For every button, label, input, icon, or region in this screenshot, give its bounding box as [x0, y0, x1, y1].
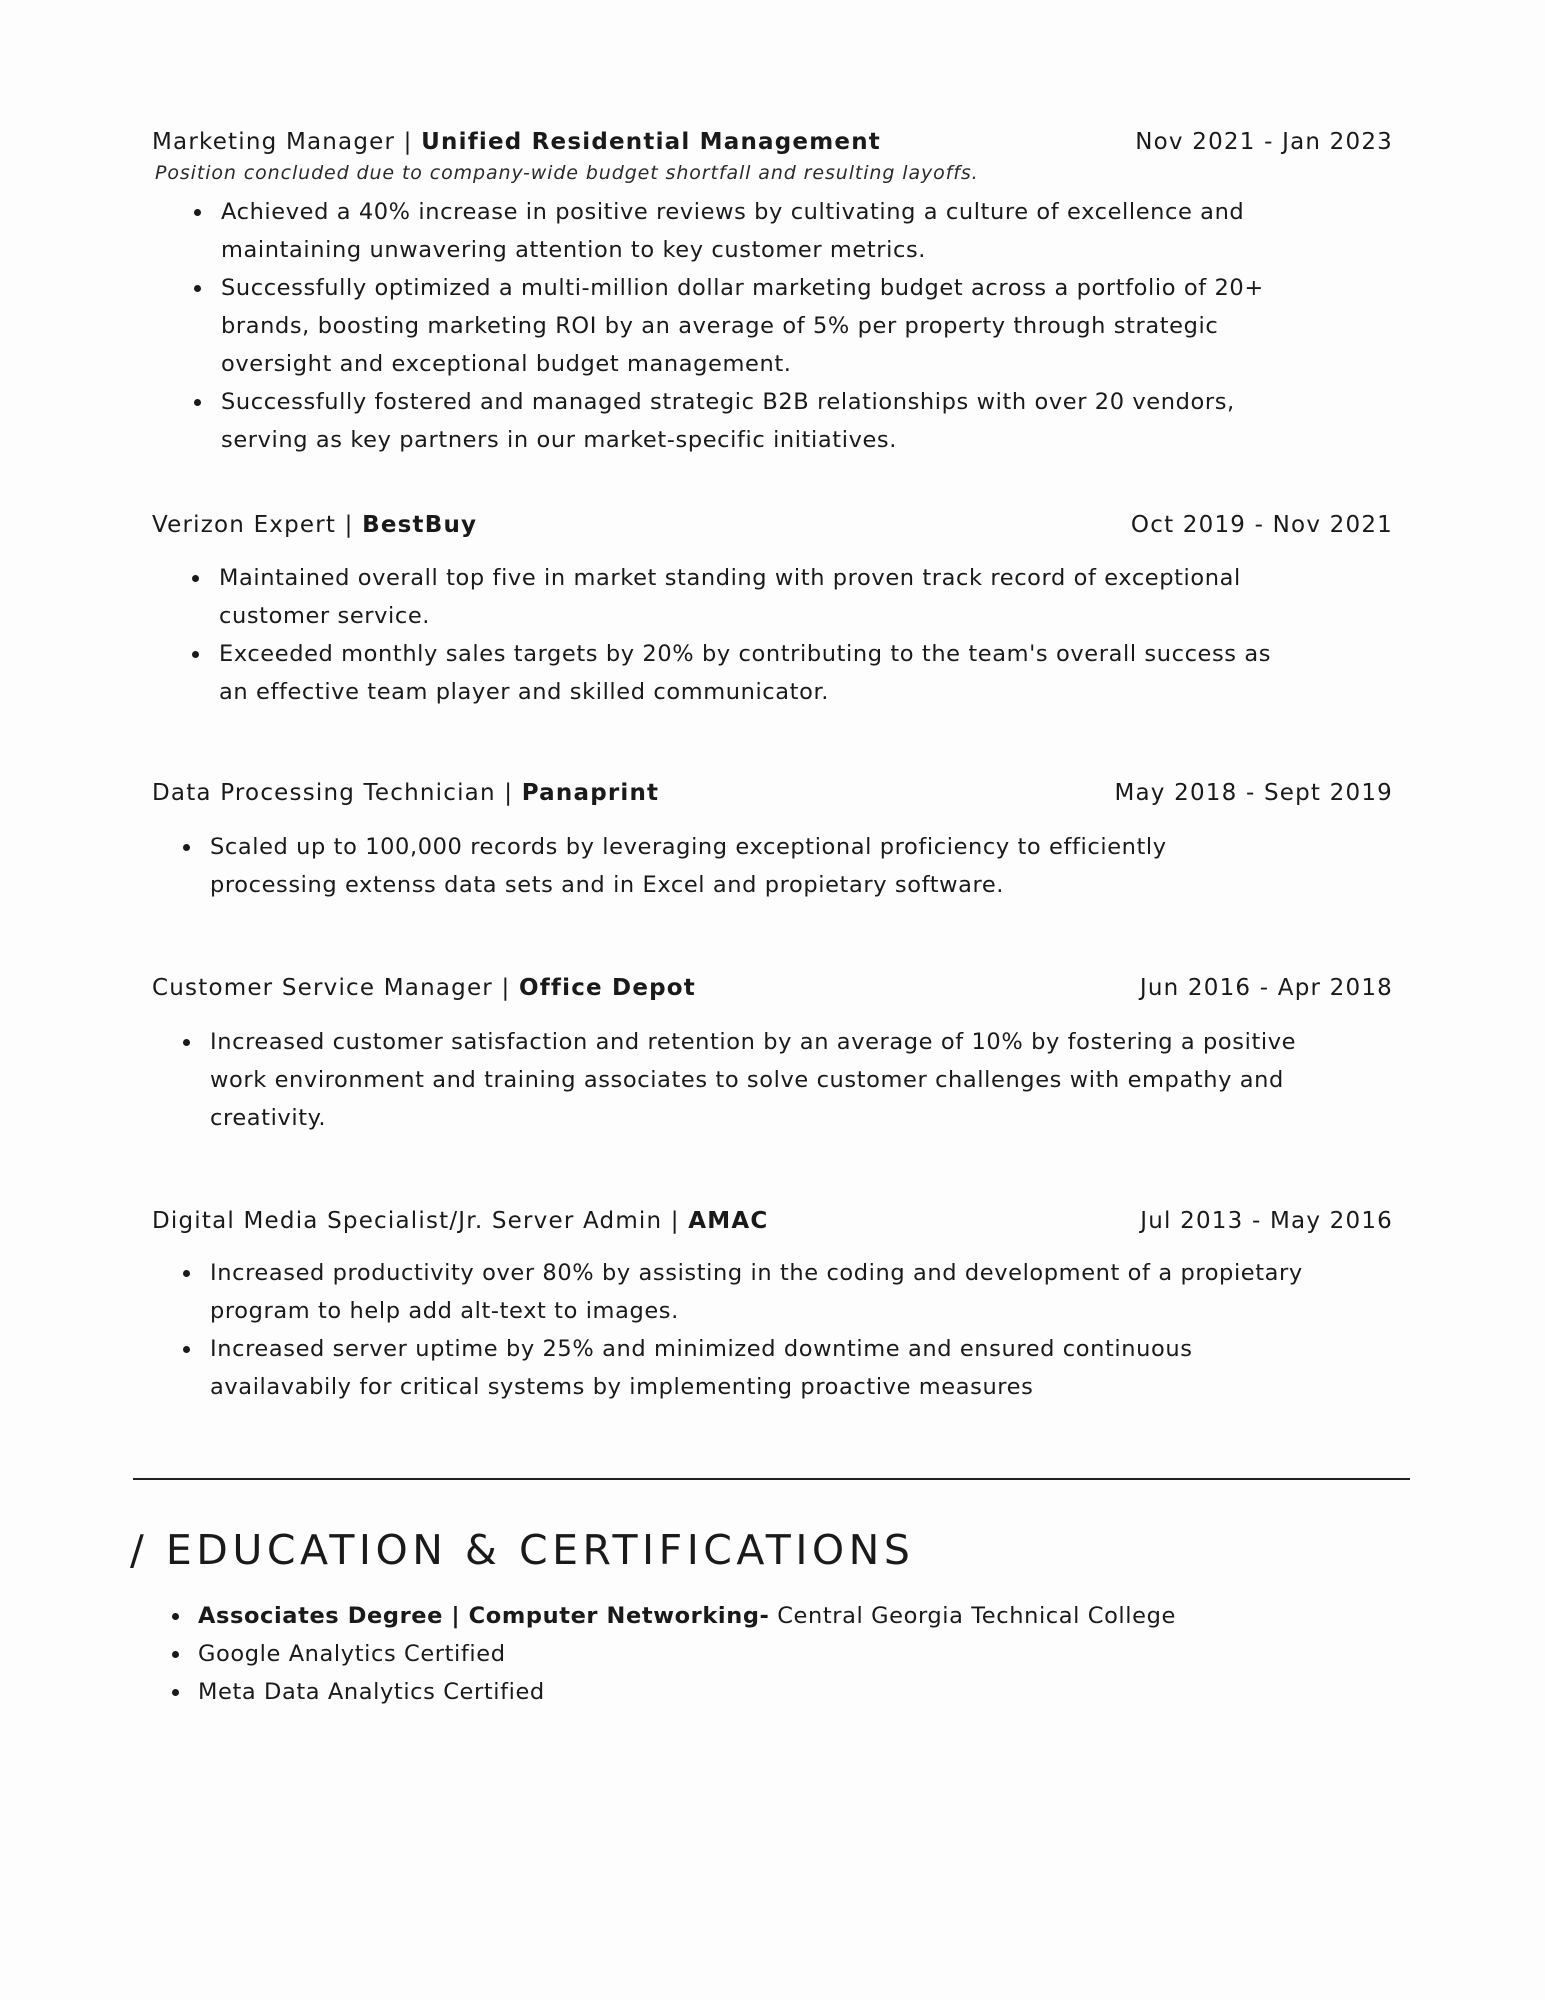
job-title-line [152, 778, 659, 808]
education-item [198, 1673, 1298, 1711]
bullet-item: Maintained overall top five in market standing with proven track record of exceptional customer service. [219, 559, 1294, 635]
job-separator: | [662, 1208, 689, 1234]
job-title: Customer Service Manager [152, 975, 493, 1001]
job-entry [152, 778, 1393, 904]
section-divider [133, 1478, 1410, 1480]
job-company: Office Depot [518, 975, 696, 1001]
job-header [152, 510, 1393, 540]
education-item-text: Central Georgia Technical College [769, 1603, 1176, 1629]
bullet-item: Exceeded monthly sales targets by 20% by contributing to the team's overall success as an effective team player and skilled communicator. [219, 635, 1294, 711]
education-list [198, 1597, 1298, 1711]
job-dates: Oct 2019 - Nov 2021 [1130, 512, 1393, 538]
job-title-line [152, 510, 477, 540]
bullet-item: Successfully optimized a multi-million dollar marketing budget across a portfolio of 20+ brands, boosting marketing ROI by an average of 5% per property through strategic oversight and exceptional budget management. [221, 269, 1306, 383]
job-company: Unified Residential Management [421, 129, 881, 155]
education-item [198, 1597, 1298, 1635]
education-item-strong: Associates Degree | Computer Networking- [198, 1603, 770, 1629]
job-bullets [210, 1254, 1310, 1406]
job-entry [152, 127, 1393, 459]
bullet-item: Increased server uptime by 25% and minimized downtime and ensured continuous availavabily for critical systems by implementing proactive measures [210, 1330, 1310, 1406]
job-title: Marketing Manager [152, 129, 396, 155]
bullet-item: Successfully fostered and managed strategic B2B relationships with over 20 vendors, serving as key partners in our market-specific initiatives. [221, 383, 1306, 459]
job-note: Position concluded due to company-wide budget shortfall and resulting layoffs. [155, 162, 979, 184]
education-item-text: Google Analytics Certified [198, 1641, 506, 1667]
job-dates: Nov 2021 - Jan 2023 [1135, 129, 1393, 155]
job-title-line [152, 973, 696, 1003]
job-entry [152, 1206, 1393, 1406]
job-separator: | [495, 780, 522, 806]
job-company: AMAC [688, 1208, 769, 1234]
job-title-line [152, 1206, 768, 1236]
job-header [152, 778, 1393, 808]
job-entry [152, 510, 1393, 711]
job-bullets [210, 1023, 1300, 1137]
job-header [152, 973, 1393, 1003]
education-heading: / EDUCATION & CERTIFICATIONS [130, 1526, 915, 1574]
job-dates: Jun 2016 - Apr 2018 [1139, 975, 1393, 1001]
job-company: Panaprint [521, 780, 660, 806]
job-header [152, 1206, 1393, 1236]
bullet-item: Increased productivity over 80% by assisting in the coding and development of a propietary program to help add alt-text to images. [210, 1254, 1310, 1330]
job-dates: May 2018 - Sept 2019 [1114, 780, 1393, 806]
job-company: BestBuy [362, 512, 478, 538]
job-dates: Jul 2013 - May 2016 [1140, 1208, 1393, 1234]
bullet-item: Increased customer satisfaction and retention by an average of 10% by fostering a positive work environment and training associates to solve customer challenges with empathy and creativity. [210, 1023, 1300, 1137]
job-bullets [219, 559, 1294, 711]
job-entry [152, 973, 1393, 1137]
job-title-line [152, 127, 881, 157]
job-separator: | [395, 129, 422, 155]
bullet-item: Achieved a 40% increase in positive reviews by cultivating a culture of excellence and maintaining unwavering attention to key customer metrics. [221, 193, 1306, 269]
job-separator: | [492, 975, 519, 1001]
job-title: Digital Media Specialist/Jr. Server Admin [152, 1208, 663, 1234]
job-bullets [210, 828, 1300, 904]
job-header [152, 127, 1393, 157]
job-separator: | [336, 512, 363, 538]
job-title: Data Processing Technician [152, 780, 496, 806]
job-title: Verizon Expert [152, 512, 337, 538]
job-bullets [221, 193, 1306, 459]
bullet-item: Scaled up to 100,000 records by leveraging exceptional proficiency to efficiently processing extenss data sets and in Excel and propietary software. [210, 828, 1300, 904]
education-item [198, 1635, 1298, 1673]
education-item-text: Meta Data Analytics Certified [198, 1679, 545, 1705]
